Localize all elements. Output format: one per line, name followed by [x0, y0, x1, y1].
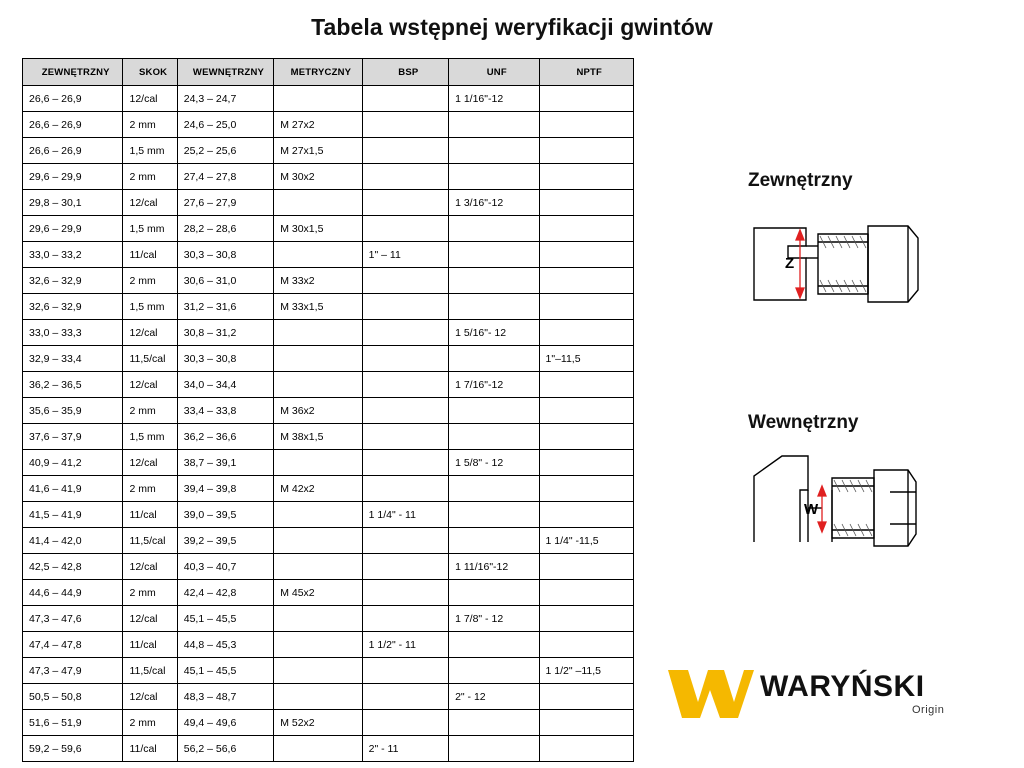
cell-zewnetrzny: 42,5 – 42,8	[23, 554, 123, 580]
table-row	[23, 138, 634, 164]
external-thread-drawing	[748, 204, 978, 324]
cell-unf	[449, 346, 539, 372]
cell-wewnetrzny: 24,6 – 25,0	[177, 112, 273, 138]
cell-metryczny: M 45x2	[274, 580, 362, 606]
cell-bsp	[362, 606, 448, 632]
cell-metryczny	[274, 502, 362, 528]
cell-bsp	[362, 424, 448, 450]
cell-wewnetrzny: 49,4 – 49,6	[177, 710, 273, 736]
cell-wewnetrzny: 30,8 – 31,2	[177, 320, 273, 346]
cell-nptf	[539, 424, 634, 450]
table-row	[23, 424, 634, 450]
cell-bsp	[362, 86, 448, 112]
table-row	[23, 502, 634, 528]
cell-wewnetrzny: 40,3 – 40,7	[177, 554, 273, 580]
cell-skok: 12/cal	[123, 554, 177, 580]
column-header-nptf: NPTF	[539, 59, 634, 86]
cell-zewnetrzny: 47,3 – 47,6	[23, 606, 123, 632]
table-row	[23, 450, 634, 476]
cell-metryczny: M 33x1,5	[274, 294, 362, 320]
cell-unf	[449, 112, 539, 138]
column-header-skok: SKOK	[123, 59, 177, 86]
cell-unf: 1 7/8" - 12	[449, 606, 539, 632]
cell-bsp	[362, 372, 448, 398]
cell-zewnetrzny: 32,9 – 33,4	[23, 346, 123, 372]
table-row	[23, 684, 634, 710]
internal-thread-diagram-block	[748, 412, 978, 566]
cell-wewnetrzny: 39,2 – 39,5	[177, 528, 273, 554]
cell-skok: 1,5 mm	[123, 424, 177, 450]
cell-bsp	[362, 580, 448, 606]
brand-tagline: Origin	[912, 704, 945, 716]
cell-metryczny	[274, 346, 362, 372]
cell-unf: 1 5/16"- 12	[449, 320, 539, 346]
cell-skok: 2 mm	[123, 112, 177, 138]
internal-dimension-label: W	[804, 501, 819, 518]
cell-wewnetrzny: 38,7 – 39,1	[177, 450, 273, 476]
cell-bsp	[362, 268, 448, 294]
cell-nptf: 1 1/2" –11,5	[539, 658, 634, 684]
cell-unf: 1 11/16"-12	[449, 554, 539, 580]
cell-zewnetrzny: 32,6 – 32,9	[23, 294, 123, 320]
cell-zewnetrzny: 47,4 – 47,8	[23, 632, 123, 658]
cell-zewnetrzny: 33,0 – 33,3	[23, 320, 123, 346]
cell-unf	[449, 216, 539, 242]
cell-metryczny	[274, 372, 362, 398]
table-row	[23, 268, 634, 294]
cell-nptf	[539, 684, 634, 710]
cell-nptf	[539, 710, 634, 736]
cell-zewnetrzny: 59,2 – 59,6	[23, 736, 123, 762]
cell-skok: 1,5 mm	[123, 216, 177, 242]
cell-metryczny	[274, 190, 362, 216]
table-row	[23, 86, 634, 112]
cell-skok: 2 mm	[123, 268, 177, 294]
cell-wewnetrzny: 27,4 – 27,8	[177, 164, 273, 190]
cell-skok: 12/cal	[123, 190, 177, 216]
cell-nptf	[539, 138, 634, 164]
table-row	[23, 554, 634, 580]
cell-metryczny: M 52x2	[274, 710, 362, 736]
cell-skok: 2 mm	[123, 710, 177, 736]
cell-unf	[449, 164, 539, 190]
column-header-zewnetrzny: ZEWNĘTRZNY	[23, 59, 123, 86]
cell-metryczny	[274, 684, 362, 710]
cell-nptf	[539, 398, 634, 424]
brand-logo	[664, 664, 994, 730]
cell-metryczny	[274, 86, 362, 112]
cell-skok: 12/cal	[123, 372, 177, 398]
cell-wewnetrzny: 33,4 – 33,8	[177, 398, 273, 424]
cell-bsp	[362, 164, 448, 190]
cell-bsp: 2" - 11	[362, 736, 448, 762]
cell-skok: 11,5/cal	[123, 528, 177, 554]
cell-skok: 2 mm	[123, 398, 177, 424]
cell-skok: 11/cal	[123, 736, 177, 762]
cell-unf	[449, 294, 539, 320]
cell-skok: 11,5/cal	[123, 658, 177, 684]
table-row	[23, 398, 634, 424]
cell-zewnetrzny: 29,6 – 29,9	[23, 216, 123, 242]
cell-skok: 1,5 mm	[123, 294, 177, 320]
cell-bsp	[362, 684, 448, 710]
cell-nptf	[539, 502, 634, 528]
cell-nptf	[539, 632, 634, 658]
table-row	[23, 606, 634, 632]
table-row	[23, 476, 634, 502]
cell-unf	[449, 580, 539, 606]
cell-zewnetrzny: 36,2 – 36,5	[23, 372, 123, 398]
cell-wewnetrzny: 34,0 – 34,4	[177, 372, 273, 398]
cell-zewnetrzny: 33,0 – 33,2	[23, 242, 123, 268]
cell-nptf	[539, 450, 634, 476]
column-header-metryczny: METRYCZNY	[274, 59, 362, 86]
table-row	[23, 580, 634, 606]
cell-zewnetrzny: 29,6 – 29,9	[23, 164, 123, 190]
column-header-unf: UNF	[449, 59, 539, 86]
cell-metryczny	[274, 554, 362, 580]
table-row	[23, 528, 634, 554]
cell-nptf	[539, 190, 634, 216]
cell-unf	[449, 476, 539, 502]
cell-unf: 1 7/16"-12	[449, 372, 539, 398]
external-dimension-label: Z	[785, 255, 795, 272]
cell-skok: 11/cal	[123, 632, 177, 658]
cell-zewnetrzny: 26,6 – 26,9	[23, 86, 123, 112]
cell-unf	[449, 632, 539, 658]
cell-unf	[449, 138, 539, 164]
cell-unf	[449, 736, 539, 762]
cell-nptf	[539, 736, 634, 762]
cell-wewnetrzny: 30,3 – 30,8	[177, 346, 273, 372]
cell-skok: 12/cal	[123, 86, 177, 112]
cell-unf	[449, 528, 539, 554]
cell-zewnetrzny: 35,6 – 35,9	[23, 398, 123, 424]
table-row	[23, 632, 634, 658]
cell-bsp	[362, 190, 448, 216]
cell-metryczny	[274, 606, 362, 632]
table-row	[23, 658, 634, 684]
cell-nptf	[539, 112, 634, 138]
table-row	[23, 736, 634, 762]
cell-bsp: 1 1/2" - 11	[362, 632, 448, 658]
threads-table-container	[22, 58, 634, 762]
cell-bsp: 1" – 11	[362, 242, 448, 268]
cell-wewnetrzny: 24,3 – 24,7	[177, 86, 273, 112]
table-row	[23, 372, 634, 398]
cell-nptf	[539, 320, 634, 346]
cell-skok: 12/cal	[123, 450, 177, 476]
cell-wewnetrzny: 28,2 – 28,6	[177, 216, 273, 242]
cell-zewnetrzny: 41,5 – 41,9	[23, 502, 123, 528]
table-header-row	[23, 59, 634, 86]
cell-wewnetrzny: 45,1 – 45,5	[177, 606, 273, 632]
cell-unf: 2" - 12	[449, 684, 539, 710]
cell-nptf	[539, 580, 634, 606]
cell-skok: 12/cal	[123, 684, 177, 710]
cell-wewnetrzny: 39,0 – 39,5	[177, 502, 273, 528]
cell-unf	[449, 242, 539, 268]
cell-nptf	[539, 294, 634, 320]
cell-wewnetrzny: 45,1 – 45,5	[177, 658, 273, 684]
cell-unf: 1 3/16"-12	[449, 190, 539, 216]
cell-zewnetrzny: 26,6 – 26,9	[23, 112, 123, 138]
cell-bsp	[362, 710, 448, 736]
cell-metryczny: M 42x2	[274, 476, 362, 502]
cell-wewnetrzny: 30,3 – 30,8	[177, 242, 273, 268]
cell-nptf	[539, 86, 634, 112]
cell-skok: 11,5/cal	[123, 346, 177, 372]
cell-wewnetrzny: 36,2 – 36,6	[177, 424, 273, 450]
table-row	[23, 164, 634, 190]
table-row	[23, 190, 634, 216]
cell-wewnetrzny: 27,6 – 27,9	[177, 190, 273, 216]
internal-thread-drawing	[748, 446, 978, 566]
cell-bsp	[362, 216, 448, 242]
cell-wewnetrzny: 42,4 – 42,8	[177, 580, 273, 606]
cell-metryczny	[274, 736, 362, 762]
cell-metryczny: M 38x1,5	[274, 424, 362, 450]
cell-nptf	[539, 268, 634, 294]
cell-metryczny	[274, 632, 362, 658]
cell-unf	[449, 268, 539, 294]
table-body	[23, 86, 634, 762]
cell-bsp	[362, 476, 448, 502]
cell-bsp	[362, 346, 448, 372]
cell-wewnetrzny: 31,2 – 31,6	[177, 294, 273, 320]
cell-zewnetrzny: 44,6 – 44,9	[23, 580, 123, 606]
cell-nptf	[539, 554, 634, 580]
cell-zewnetrzny: 51,6 – 51,9	[23, 710, 123, 736]
cell-nptf	[539, 476, 634, 502]
cell-metryczny: M 27x1,5	[274, 138, 362, 164]
internal-diagram-title: Wewnętrzny	[748, 412, 859, 433]
cell-wewnetrzny: 30,6 – 31,0	[177, 268, 273, 294]
cell-unf: 1 1/16"-12	[449, 86, 539, 112]
cell-skok: 11/cal	[123, 242, 177, 268]
cell-unf	[449, 424, 539, 450]
cell-metryczny	[274, 528, 362, 554]
cell-bsp	[362, 450, 448, 476]
cell-wewnetrzny: 56,2 – 56,6	[177, 736, 273, 762]
cell-unf	[449, 398, 539, 424]
cell-unf	[449, 502, 539, 528]
cell-bsp	[362, 554, 448, 580]
external-thread-diagram-block	[748, 170, 978, 324]
cell-metryczny	[274, 658, 362, 684]
cell-nptf	[539, 242, 634, 268]
cell-metryczny	[274, 450, 362, 476]
cell-skok: 2 mm	[123, 164, 177, 190]
cell-skok: 1,5 mm	[123, 138, 177, 164]
cell-bsp	[362, 658, 448, 684]
cell-bsp	[362, 398, 448, 424]
cell-zewnetrzny: 26,6 – 26,9	[23, 138, 123, 164]
brand-name: WARYŃSKI	[760, 670, 925, 703]
threads-table	[22, 58, 634, 762]
cell-metryczny: M 36x2	[274, 398, 362, 424]
table-row	[23, 346, 634, 372]
cell-nptf	[539, 372, 634, 398]
cell-zewnetrzny: 41,6 – 41,9	[23, 476, 123, 502]
cell-nptf: 1"–11,5	[539, 346, 634, 372]
cell-bsp	[362, 112, 448, 138]
cell-skok: 11/cal	[123, 502, 177, 528]
waryn-w-mark-icon	[664, 664, 756, 722]
cell-metryczny	[274, 242, 362, 268]
cell-bsp	[362, 528, 448, 554]
table-row	[23, 112, 634, 138]
cell-nptf	[539, 216, 634, 242]
table-row	[23, 242, 634, 268]
cell-bsp	[362, 294, 448, 320]
cell-metryczny	[274, 320, 362, 346]
table-row	[23, 320, 634, 346]
cell-nptf	[539, 164, 634, 190]
table-row	[23, 216, 634, 242]
cell-bsp	[362, 138, 448, 164]
cell-bsp: 1 1/4" - 11	[362, 502, 448, 528]
cell-nptf	[539, 606, 634, 632]
table-header	[23, 59, 634, 86]
cell-unf: 1 5/8" - 12	[449, 450, 539, 476]
cell-nptf: 1 1/4" -11,5	[539, 528, 634, 554]
cell-wewnetrzny: 48,3 – 48,7	[177, 684, 273, 710]
table-row	[23, 294, 634, 320]
cell-zewnetrzny: 40,9 – 41,2	[23, 450, 123, 476]
cell-skok: 12/cal	[123, 320, 177, 346]
cell-wewnetrzny: 39,4 – 39,8	[177, 476, 273, 502]
cell-unf	[449, 710, 539, 736]
cell-skok: 2 mm	[123, 476, 177, 502]
cell-zewnetrzny: 41,4 – 42,0	[23, 528, 123, 554]
cell-skok: 12/cal	[123, 606, 177, 632]
cell-metryczny: M 30x2	[274, 164, 362, 190]
cell-wewnetrzny: 25,2 – 25,6	[177, 138, 273, 164]
table-row	[23, 710, 634, 736]
cell-zewnetrzny: 37,6 – 37,9	[23, 424, 123, 450]
column-header-bsp: BSP	[362, 59, 448, 86]
cell-zewnetrzny: 32,6 – 32,9	[23, 268, 123, 294]
cell-metryczny: M 30x1,5	[274, 216, 362, 242]
external-diagram-title: Zewnętrzny	[748, 170, 853, 191]
cell-zewnetrzny: 50,5 – 50,8	[23, 684, 123, 710]
cell-metryczny: M 27x2	[274, 112, 362, 138]
cell-metryczny: M 33x2	[274, 268, 362, 294]
cell-wewnetrzny: 44,8 – 45,3	[177, 632, 273, 658]
cell-zewnetrzny: 29,8 – 30,1	[23, 190, 123, 216]
page-title: Tabela wstępnej weryfikacji gwintów	[311, 14, 713, 40]
cell-bsp	[362, 320, 448, 346]
cell-unf	[449, 658, 539, 684]
cell-skok: 2 mm	[123, 580, 177, 606]
cell-zewnetrzny: 47,3 – 47,9	[23, 658, 123, 684]
column-header-wewnetrzny: WEWNĘTRZNY	[177, 59, 273, 86]
